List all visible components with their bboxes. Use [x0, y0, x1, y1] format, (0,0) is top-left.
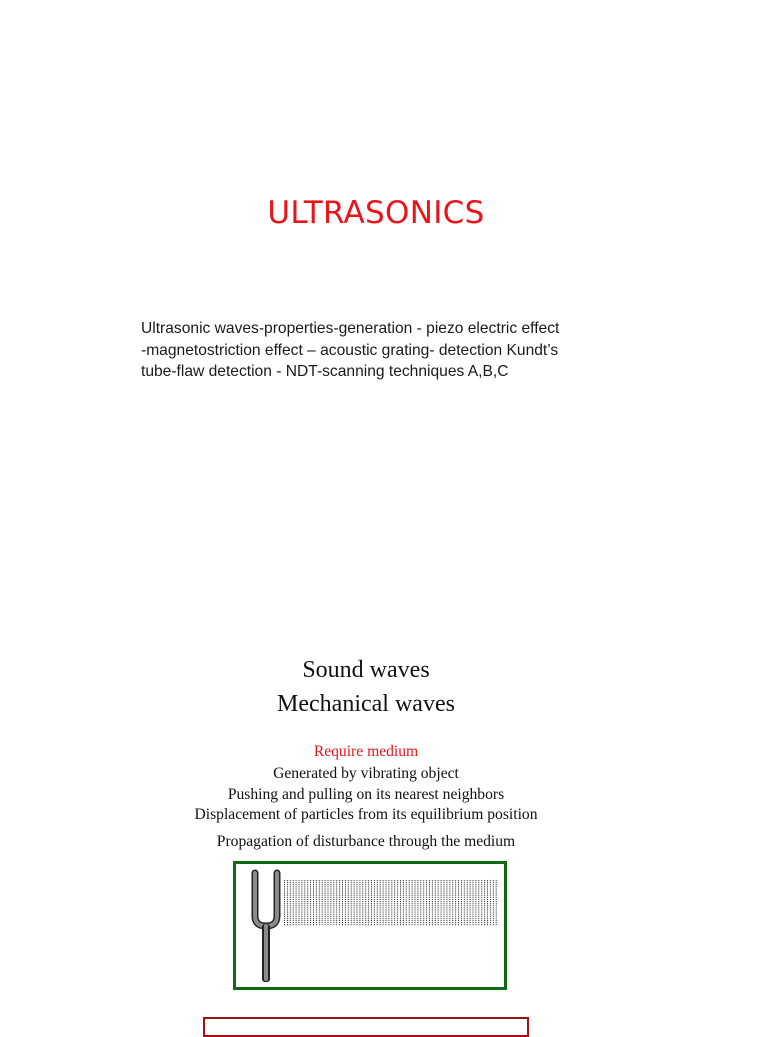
air-particles [284, 880, 497, 925]
propagation-text: Propagation of disturbance through the medium [216, 833, 516, 850]
require-medium-text: Require medium [313, 743, 419, 760]
displacement-text: Displacement of particles from its equilibrium position [194, 806, 538, 823]
tuning-fork-icon [255, 873, 277, 982]
tuning-fork-diagram [233, 861, 507, 990]
slide-title: ULTRASONICS [267, 195, 485, 231]
generated-text: Generated by vibrating object [273, 765, 459, 782]
sound-waves-heading: Sound waves [302, 657, 430, 683]
bottom-frame [203, 1017, 529, 1037]
syllabus-line: -magnetostriction effect – acoustic grating- detection Kundt’s [141, 341, 559, 359]
pushing-text: Pushing and pulling on its nearest neighbors [227, 786, 505, 803]
syllabus-line: Ultrasonic waves-properties-generation - piezo electric effect [141, 320, 560, 337]
tuning-fork-illustration [236, 864, 504, 987]
syllabus-line: tube-flaw detection - NDT-scanning techniques A,B,C [141, 363, 509, 380]
syllabus-text [141, 318, 631, 383]
mechanical-waves-heading: Mechanical waves [277, 691, 455, 717]
